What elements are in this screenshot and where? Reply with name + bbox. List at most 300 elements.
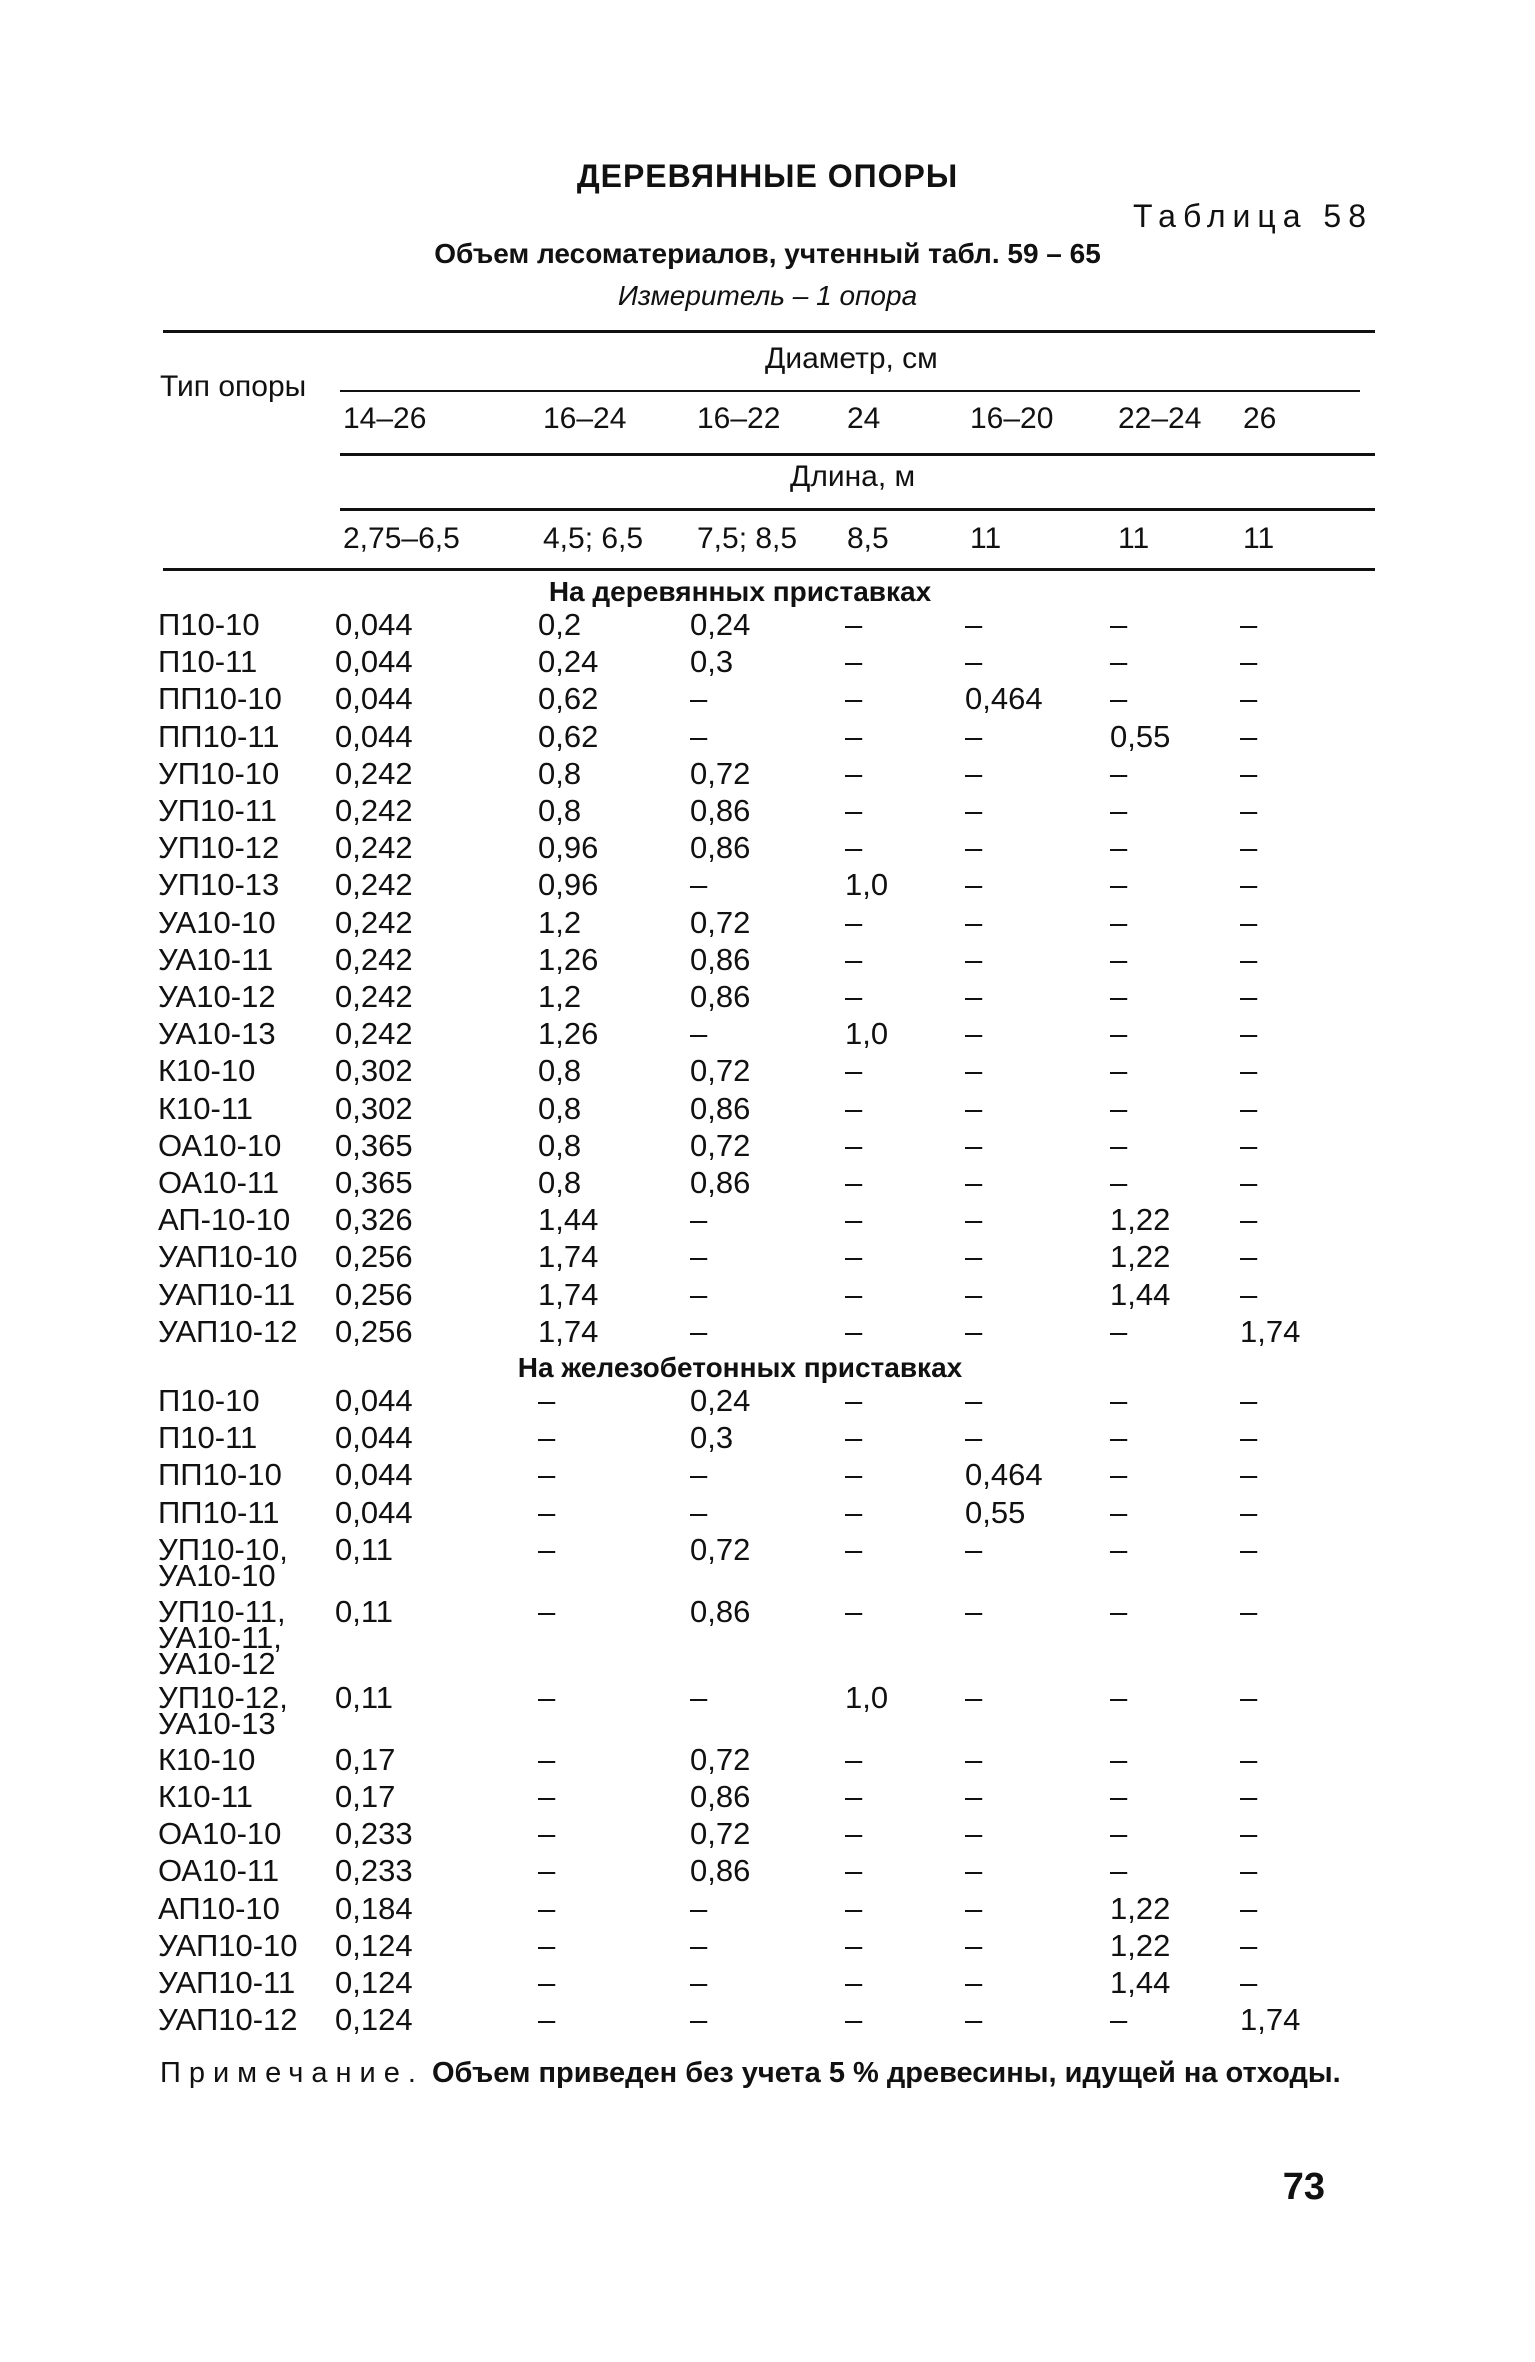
volume-cell: 0,8 — [538, 755, 582, 791]
support-type-cell: К10-10 — [158, 1053, 256, 1089]
volume-cell: – — [1240, 681, 1258, 717]
table-row — [0, 1890, 1535, 1931]
volume-cell: – — [1240, 1239, 1258, 1275]
volume-cell: 1,22 — [1110, 1890, 1171, 1926]
volume-cell: 0,72 — [690, 904, 751, 940]
volume-cell: 1,26 — [538, 941, 599, 977]
footnote — [160, 2052, 1380, 2094]
volume-cell: 0,72 — [690, 1531, 751, 1567]
volume-cell: – — [845, 755, 863, 791]
page-number: 73 — [1282, 2166, 1325, 2208]
volume-cell: – — [845, 1741, 863, 1777]
volume-cell: – — [845, 1420, 863, 1456]
volume-cell: 1,0 — [845, 1016, 889, 1052]
volume-cell: 0,11 — [335, 1593, 394, 1629]
volume-cell: – — [1240, 1202, 1258, 1238]
table-row — [0, 2002, 1535, 2042]
volume-cell: 0,3 — [690, 644, 734, 680]
volume-cell: – — [1240, 941, 1258, 977]
volume-cell: – — [1110, 941, 1128, 977]
volume-cell: – — [965, 1420, 983, 1456]
volume-cell: – — [1110, 793, 1128, 828]
volume-cell: 0,044 — [335, 1383, 413, 1418]
header-bottom-rule — [163, 568, 1375, 571]
table-row — [0, 755, 1535, 796]
volume-cell: 0,326 — [335, 1202, 413, 1238]
volume-cell: – — [538, 1679, 556, 1715]
note-label: Примечание. — [160, 2057, 424, 2089]
unit-of-measure: Измеритель – 1 опора — [617, 280, 918, 311]
volume-cell: – — [845, 718, 863, 754]
volume-cell: 1,26 — [538, 1016, 599, 1052]
volume-cell: 0,86 — [690, 793, 751, 828]
volume-cell: – — [845, 904, 863, 940]
table-row — [0, 1853, 1535, 1893]
volume-cell: – — [1240, 1593, 1258, 1629]
volume-cell: – — [845, 1816, 863, 1852]
table-row — [0, 1165, 1535, 1205]
volume-cell: 1,74 — [538, 1276, 599, 1312]
volume-cell: 0,86 — [690, 941, 751, 977]
volume-cell: 0,24 — [690, 607, 751, 642]
volume-cell: 0,17 — [335, 1741, 396, 1777]
volume-cell: 0,044 — [335, 1494, 413, 1530]
table-row — [0, 1779, 1535, 1819]
volume-cell: – — [1110, 1531, 1128, 1567]
support-type-cell: УАП10-11 — [158, 1276, 296, 1312]
table-row — [0, 1090, 1535, 1131]
volume-cell: – — [965, 1779, 983, 1814]
volume-cell: – — [845, 607, 863, 642]
volume-cell: – — [1110, 1494, 1128, 1530]
volume-cell: – — [965, 941, 983, 977]
volume-cell: – — [965, 1593, 983, 1629]
volume-cell: 0,72 — [690, 755, 751, 791]
table-row — [0, 607, 1535, 647]
table-row — [0, 830, 1535, 870]
volume-cell: 0,124 — [335, 2002, 413, 2038]
volume-cell: – — [1110, 1816, 1128, 1852]
volume-cell: 0,365 — [335, 1127, 413, 1163]
volume-cell: 0,8 — [538, 793, 582, 828]
volume-cell: 0,72 — [690, 1127, 751, 1163]
volume-cell: 0,256 — [335, 1313, 413, 1349]
volume-cell: 0,96 — [538, 830, 599, 866]
table-row — [0, 1202, 1535, 1242]
table-row — [0, 1457, 1535, 1497]
volume-cell: – — [965, 1313, 983, 1349]
volume-cell: 0,62 — [538, 718, 599, 754]
volume-cell: – — [538, 1816, 556, 1852]
volume-cell: – — [845, 1531, 863, 1567]
volume-cell: – — [1240, 607, 1258, 642]
volume-cell: – — [538, 1741, 556, 1777]
volume-cell: 0,233 — [335, 1816, 413, 1852]
diameter-col-5: 22–24 — [1118, 402, 1202, 435]
volume-cell: 1,74 — [1240, 1313, 1301, 1349]
table-row — [0, 979, 1535, 1019]
section-title: На железобетонных приставках — [517, 1352, 963, 1383]
table-row — [0, 681, 1535, 721]
volume-cell: – — [965, 867, 983, 903]
length-col-5: 11 — [1118, 522, 1150, 555]
volume-cell: – — [845, 1239, 863, 1275]
volume-cell: – — [538, 1890, 556, 1926]
volume-cell: – — [1110, 979, 1128, 1014]
volume-cell: – — [965, 607, 983, 642]
volume-cell: – — [845, 830, 863, 866]
volume-cell: – — [1240, 1927, 1258, 1963]
volume-cell: 0,044 — [335, 644, 413, 680]
volume-cell: 0,86 — [690, 830, 751, 866]
volume-cell: – — [1240, 979, 1258, 1014]
volume-cell: – — [1240, 793, 1258, 828]
volume-cell: – — [538, 1531, 556, 1567]
volume-cell: 1,22 — [1110, 1927, 1171, 1963]
volume-cell: – — [538, 1457, 556, 1493]
volume-cell: 1,22 — [1110, 1239, 1171, 1275]
volume-cell: – — [965, 1816, 983, 1852]
length-col-4: 11 — [970, 522, 1002, 555]
volume-cell: – — [965, 644, 983, 680]
volume-cell: – — [1240, 1816, 1258, 1852]
volume-cell: – — [1110, 1779, 1128, 1814]
volume-cell: 0,044 — [335, 718, 413, 754]
volume-cell: 0,044 — [335, 1420, 413, 1456]
volume-cell: – — [690, 1679, 708, 1715]
volume-cell: – — [538, 1965, 556, 2000]
volume-cell: – — [1110, 1016, 1128, 1052]
length-col-0: 2,75–6,5 — [343, 522, 460, 555]
volume-cell: – — [538, 1420, 556, 1456]
support-type-cell: ОА10-11 — [158, 1853, 280, 1889]
volume-cell: – — [690, 1016, 708, 1052]
support-type-cell: УА10-13 — [158, 1016, 276, 1052]
volume-cell: – — [965, 1276, 983, 1312]
table-row — [0, 1927, 1535, 1968]
volume-cell: 0,11 — [335, 1531, 394, 1567]
volume-cell: – — [1240, 1494, 1258, 1530]
volume-cell: – — [845, 1313, 863, 1349]
volume-cell: – — [965, 1927, 983, 1963]
volume-cell: 0,242 — [335, 941, 413, 977]
volume-cell: 0,2 — [538, 607, 582, 642]
volume-cell: 0,256 — [335, 1239, 413, 1275]
volume-cell: – — [1110, 607, 1128, 642]
volume-cell: 0,55 — [1110, 718, 1171, 754]
volume-cell: – — [845, 1053, 863, 1089]
volume-cell: – — [845, 1853, 863, 1889]
volume-cell: – — [845, 1383, 863, 1418]
table-row — [0, 1816, 1535, 1856]
volume-cell: 1,22 — [1110, 1202, 1171, 1238]
volume-cell: – — [1110, 1165, 1128, 1200]
volume-cell: 1,44 — [538, 1202, 599, 1238]
volume-cell: – — [1110, 1053, 1128, 1089]
volume-cell: 0,044 — [335, 681, 413, 717]
volume-cell: – — [845, 941, 863, 977]
volume-cell: – — [1240, 644, 1258, 680]
volume-cell: – — [1110, 644, 1128, 680]
volume-cell: 0,8 — [538, 1127, 582, 1163]
volume-cell: – — [845, 681, 863, 717]
volume-cell: – — [845, 1276, 863, 1312]
volume-cell: – — [965, 1016, 983, 1052]
volume-cell: – — [965, 1853, 983, 1889]
support-type-cell: УП10-10 — [158, 755, 280, 791]
support-type-cell: УП10-11 — [158, 793, 277, 828]
length-col-1: 4,5; 6,5 — [543, 522, 644, 555]
volume-cell: – — [538, 1383, 556, 1418]
volume-cell: – — [965, 1165, 983, 1200]
volume-cell: – — [845, 1165, 863, 1200]
diameter-rule — [340, 390, 1360, 392]
volume-cell: 0,55 — [965, 1494, 1026, 1530]
table-row — [0, 1313, 1535, 1354]
volume-cell: – — [690, 1239, 708, 1275]
diameter-col-3: 24 — [847, 402, 881, 435]
support-type-cell: К10-11 — [158, 1779, 254, 1814]
table-row — [0, 1276, 1535, 1317]
volume-cell: 1,44 — [1110, 1276, 1171, 1312]
volume-cell: 0,86 — [690, 979, 751, 1014]
volume-cell: – — [845, 1127, 863, 1163]
volume-cell: – — [1110, 681, 1128, 717]
volume-cell: – — [965, 793, 983, 828]
volume-cell: – — [845, 1779, 863, 1814]
support-type-cell: УАП10-10 — [158, 1239, 298, 1275]
volume-cell: 0,242 — [335, 830, 413, 866]
header-top-rule — [163, 330, 1375, 333]
length-header: Длина, м — [790, 460, 916, 493]
volume-cell: 0,62 — [538, 681, 599, 717]
volume-cell: – — [965, 1531, 983, 1567]
volume-cell: – — [690, 1276, 708, 1312]
volume-cell: 0,72 — [690, 1053, 751, 1089]
volume-cell: – — [690, 681, 708, 717]
volume-cell: 0,044 — [335, 1457, 413, 1493]
volume-cell: 0,124 — [335, 1927, 413, 1963]
volume-cell: 0,72 — [690, 1741, 751, 1777]
table-row — [0, 1679, 1535, 1741]
volume-cell: – — [1240, 1457, 1258, 1493]
volume-cell: 0,464 — [965, 1457, 1043, 1493]
volume-cell: – — [1240, 830, 1258, 866]
support-type-cell: П10-11 — [158, 1420, 258, 1456]
table-row — [0, 718, 1535, 759]
volume-cell: – — [1110, 1593, 1128, 1629]
volume-cell: – — [690, 2002, 708, 2038]
support-type-cell: П10-10 — [158, 1383, 260, 1418]
volume-cell: – — [538, 1927, 556, 1963]
volume-cell: – — [1240, 755, 1258, 791]
volume-cell: – — [690, 1890, 708, 1926]
volume-cell: – — [965, 755, 983, 791]
volume-cell: – — [538, 1593, 556, 1629]
volume-cell: 1,2 — [538, 979, 582, 1014]
volume-cell: – — [1240, 1090, 1258, 1126]
volume-cell: – — [1240, 1276, 1258, 1312]
volume-cell: 0,86 — [690, 1593, 751, 1629]
volume-cell: – — [965, 1383, 983, 1418]
volume-cell: 0,86 — [690, 1090, 751, 1126]
volume-cell: 0,24 — [690, 1383, 751, 1418]
support-type-cell: УАП10-12 — [158, 1313, 298, 1349]
volume-cell: 0,86 — [690, 1853, 751, 1889]
volume-cell: – — [965, 1202, 983, 1238]
volume-cell: – — [1240, 1127, 1258, 1163]
table-row — [0, 1494, 1535, 1535]
volume-cell: – — [690, 1927, 708, 1963]
volume-cell: – — [1110, 1679, 1128, 1715]
volume-cell: – — [1240, 1779, 1258, 1814]
section-title: На деревянных приставках — [548, 576, 932, 607]
volume-cell: – — [845, 1090, 863, 1126]
volume-cell: 0,242 — [335, 979, 413, 1014]
volume-cell: – — [845, 1890, 863, 1926]
diameter-col-1: 16–24 — [543, 402, 627, 435]
length-col-6: 11 — [1243, 522, 1275, 555]
support-type-cell: УП10-11, УА10-11, УА10-12 — [158, 1593, 286, 1681]
volume-cell: 1,74 — [1240, 2002, 1301, 2038]
volume-cell: 1,44 — [1110, 1965, 1171, 2000]
volume-cell: – — [690, 1494, 708, 1530]
note-text: Объем приведен без учета 5 % древесины, идущей на отходы. — [431, 2057, 1341, 2089]
volume-cell: 0,11 — [335, 1679, 394, 1715]
table-row — [0, 1239, 1535, 1279]
table-row — [0, 1016, 1535, 1056]
volume-cell: 0,302 — [335, 1053, 413, 1089]
table-row — [0, 644, 1535, 684]
volume-cell: – — [1240, 1053, 1258, 1089]
volume-cell: – — [845, 793, 863, 828]
volume-cell: 0,242 — [335, 755, 413, 791]
volume-cell: 1,0 — [845, 867, 889, 903]
volume-cell: – — [965, 718, 983, 754]
volume-cell: – — [845, 1202, 863, 1238]
support-type-cell: К10-10 — [158, 1741, 256, 1777]
volume-cell: – — [965, 1127, 983, 1163]
volume-cell: – — [1110, 1090, 1128, 1126]
volume-cell: – — [538, 1853, 556, 1889]
table-row — [0, 867, 1535, 907]
support-type-cell: УА10-10 — [158, 904, 276, 940]
volume-cell: 0,044 — [335, 607, 413, 642]
volume-cell: – — [1110, 904, 1128, 940]
support-type-cell: АП-10-10 — [158, 1202, 291, 1238]
volume-cell: – — [1240, 1965, 1258, 2000]
volume-cell: – — [690, 1457, 708, 1493]
support-type-cell: УАП10-10 — [158, 1927, 298, 1963]
table-row — [0, 1965, 1535, 2005]
volume-cell: – — [965, 1965, 983, 2000]
volume-cell: – — [845, 644, 863, 680]
volume-cell: – — [1240, 904, 1258, 940]
volume-cell: – — [1110, 755, 1128, 791]
table-row — [0, 1383, 1535, 1423]
volume-cell: 0,17 — [335, 1779, 396, 1814]
volume-cell: – — [845, 1494, 863, 1530]
length-col-3: 8,5 — [847, 522, 889, 555]
volume-cell: 0,8 — [538, 1053, 582, 1089]
support-type-cell: ОА10-10 — [158, 1816, 282, 1852]
volume-cell: 0,72 — [690, 1816, 751, 1852]
table-row — [0, 793, 1535, 833]
volume-cell: – — [845, 2002, 863, 2038]
volume-cell: – — [690, 718, 708, 754]
support-type-cell: ОА10-10 — [158, 1127, 282, 1163]
table-row — [0, 904, 1535, 945]
volume-cell: – — [965, 2002, 983, 2038]
volume-cell: 0,96 — [538, 867, 599, 903]
volume-cell: 0,464 — [965, 681, 1043, 717]
volume-cell: – — [965, 830, 983, 866]
diameter-col-4: 16–20 — [970, 402, 1054, 435]
volume-cell: – — [1240, 1679, 1258, 1715]
volume-cell: 0,124 — [335, 1965, 413, 2000]
volume-cell: 0,8 — [538, 1090, 582, 1126]
volume-cell: – — [538, 2002, 556, 2038]
volume-cell: – — [690, 1202, 708, 1238]
table-row — [0, 1741, 1535, 1782]
volume-cell: – — [1240, 1853, 1258, 1889]
volume-cell: 0,365 — [335, 1165, 413, 1200]
support-type-cell: УА10-12 — [158, 979, 276, 1014]
volume-cell: – — [965, 904, 983, 940]
volume-cell: – — [690, 1965, 708, 2000]
support-type-cell: УП10-12, УА10-13 — [158, 1679, 288, 1741]
diameter-col-2: 16–22 — [697, 402, 781, 435]
support-type-cell: ПП10-10 — [158, 1457, 282, 1493]
volume-cell: – — [845, 1965, 863, 2000]
volume-cell: 1,74 — [538, 1239, 599, 1275]
volume-cell: – — [965, 1679, 983, 1715]
volume-cell: – — [1240, 1741, 1258, 1777]
volume-cell: – — [965, 1090, 983, 1126]
volume-cell: 1,0 — [845, 1679, 889, 1715]
volume-cell: 0,242 — [335, 867, 413, 903]
volume-cell: – — [845, 979, 863, 1014]
volume-cell: – — [965, 979, 983, 1014]
volume-cell: – — [1110, 1313, 1128, 1349]
support-type-cell: ОА10-11 — [158, 1165, 280, 1200]
volume-cell: 1,2 — [538, 904, 582, 940]
support-type-cell: П10-10 — [158, 607, 260, 642]
volume-cell: – — [1110, 1853, 1128, 1889]
volume-cell: 0,242 — [335, 904, 413, 940]
diameter-col-6: 26 — [1243, 402, 1277, 435]
table-caption: Объем лесоматериалов, учтенный табл. 59 – 65 — [434, 238, 1101, 269]
volume-cell: 0,233 — [335, 1853, 413, 1889]
volume-cell: – — [1110, 1741, 1128, 1777]
volume-cell: – — [1110, 1127, 1128, 1163]
table-number: Таблица 58 — [1133, 198, 1373, 234]
support-type-cell: УА10-11 — [158, 941, 274, 977]
volume-cell: – — [1110, 830, 1128, 866]
volume-cell: – — [1240, 1383, 1258, 1418]
type-header: Тип опоры — [160, 370, 307, 403]
volume-cell: – — [1240, 1531, 1258, 1567]
support-type-cell: УП10-13 — [158, 867, 280, 903]
support-type-cell: ПП10-11 — [158, 1494, 280, 1530]
volume-cell: 0,184 — [335, 1890, 413, 1926]
volume-cell: – — [845, 1457, 863, 1493]
volume-cell: 0,86 — [690, 1165, 751, 1200]
volume-cell: – — [538, 1779, 556, 1814]
support-type-cell: УАП10-11 — [158, 1965, 296, 2000]
volume-cell: – — [538, 1494, 556, 1530]
volume-cell: – — [845, 1593, 863, 1629]
